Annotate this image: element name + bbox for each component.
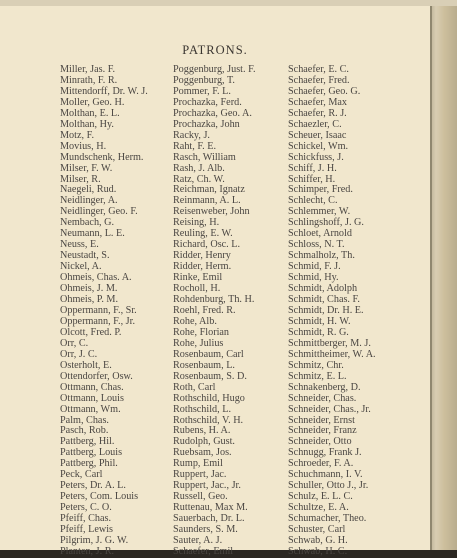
patron-name: Rohe, Julius	[173, 337, 224, 349]
patron-name: Ratz, Ch. W.	[173, 173, 225, 185]
patron-name: Minrath, F. R.	[60, 74, 118, 86]
patron-name: Schaefer, Fred.	[288, 74, 350, 86]
patron-name: Schickel, Wm.	[288, 140, 349, 152]
patron-name: Milser, R.	[60, 173, 101, 185]
patron-name: Schumacher, Theo.	[288, 513, 367, 525]
patron-name: Schneider, Franz	[288, 425, 357, 437]
patron-name: Molthan, E. L.	[60, 107, 120, 119]
patron-name: Prochazka, Geo. A.	[173, 107, 252, 119]
patron-name: Schmidt, H. W.	[288, 315, 351, 327]
patron-name: Richard, Osc. L.	[173, 239, 241, 251]
patron-name: Peters, C. O.	[60, 502, 112, 514]
patron-name: Neumann, L. E.	[60, 228, 125, 240]
patron-name: Ohmeis, J. M.	[60, 283, 118, 295]
patron-name: Pattberg, Louis	[60, 447, 123, 459]
patron-name: Oppermann, F., Jr.	[60, 315, 136, 327]
patron-name: Rosenbaum, Carl	[173, 348, 244, 360]
patron-name: Neuss, E.	[60, 239, 99, 251]
patron-name: Schlemmer, W.	[288, 206, 351, 218]
patron-name: Reising, H.	[173, 217, 220, 229]
page-gutter-line	[430, 6, 432, 550]
patron-name: Schneider, Chas., Jr.	[288, 403, 371, 415]
patron-name: Schaefer, Emil	[173, 545, 234, 557]
patron-name: Poggenburg, Just. F.	[173, 64, 256, 75]
patron-name: Prochazka, Ferd.	[173, 96, 242, 108]
patron-name: Peck, Carl	[60, 469, 103, 481]
patron-name: Schimper, Fred.	[288, 184, 353, 196]
patron-name: Pattberg, Hil.	[60, 436, 115, 448]
patron-name: Ohmeis, Chas. A.	[60, 272, 132, 284]
patron-name: Schneider, Chas.	[288, 392, 357, 404]
patron-name: Schmidt, Chas. F.	[288, 294, 360, 306]
patron-name: Schmid, Hy.	[288, 272, 339, 284]
patron-name: Schroeder, F. A.	[288, 458, 354, 470]
patron-column-1	[60, 65, 148, 558]
patron-name: Russell, Geo.	[173, 491, 228, 503]
patron-name: Schmid, F. J.	[288, 261, 341, 273]
patron-name: Schaefer, Max	[288, 96, 347, 108]
patron-name: Sauerbach, Dr. L.	[173, 513, 245, 525]
patron-name: Oppermann, F., Sr.	[60, 304, 137, 316]
patron-name: Movius, H.	[60, 140, 107, 152]
patron-name: Sauter, A. J.	[173, 534, 223, 546]
patron-name: Rothschild, L.	[173, 403, 232, 415]
patron-name: Schuchmann, I. V.	[288, 469, 363, 481]
patron-name: Schaefer, Geo. G.	[288, 85, 361, 97]
book-spine-edge	[430, 6, 457, 550]
patron-name: Schaefer, E. C.	[288, 64, 349, 75]
patron-name: Orr, C.	[60, 337, 89, 349]
patron-column-3	[288, 65, 376, 558]
patron-name: Neustadt, S.	[60, 250, 110, 262]
patron-name: Nickel, A.	[60, 261, 102, 273]
patron-name: Naegeli, Rud.	[60, 184, 117, 196]
patron-name: Miller, Jas. F.	[60, 64, 116, 75]
patron-name: Pommer, F. L.	[173, 85, 231, 97]
patron-name: Ottmann, Wm.	[60, 403, 121, 415]
patron-name: Ottmann, Chas.	[60, 381, 124, 393]
patron-name: Rump, Emil	[173, 458, 223, 470]
page-title: PATRONS.	[182, 43, 248, 57]
patron-name: Prochazka, John	[173, 118, 240, 130]
patron-name: Schmitz, Chr.	[288, 359, 344, 371]
patron-name: Pfeiff, Lewis	[60, 524, 114, 536]
patron-name: Osterholt, E.	[60, 359, 112, 371]
patron-name: Ruebsam, Jos.	[173, 447, 232, 459]
patron-name: Rohe, Florian	[173, 326, 230, 338]
patron-name: Rosenbaum, L.	[173, 359, 235, 371]
patron-name: Schmidt, R. G.	[288, 326, 349, 338]
patron-name: Orr, J. C.	[60, 348, 98, 360]
patron-name: Rothschild, Hugo	[173, 392, 245, 404]
patron-name: Schneider, Otto	[288, 436, 352, 448]
patron-name: Ohmeis, P. M.	[60, 294, 119, 306]
patron-name: Racky, J.	[173, 129, 210, 141]
patron-name: Rasch, William	[173, 151, 236, 163]
patron-name: Peters, Com. Louis	[60, 491, 139, 503]
patron-name: Schloss, N. T.	[288, 239, 345, 251]
patron-name: Ruttenau, Max M.	[173, 502, 248, 514]
patron-name: Schmittberger, M. J.	[288, 337, 371, 349]
patron-name: Rocholl, H.	[173, 283, 221, 295]
patron-name: Schwab, G. H.	[288, 534, 348, 546]
patron-name: Rosenbaum, S. D.	[173, 370, 247, 382]
patron-name: Molthan, Hy.	[60, 118, 114, 130]
patron-name: Schiffer, H.	[288, 173, 336, 185]
patron-name: Pfeiff, Chas.	[60, 513, 112, 525]
patron-name: Ridder, Henry	[173, 250, 231, 262]
patron-name: Schmitz, E. L.	[288, 370, 347, 382]
patron-name: Schickfuss, J.	[288, 151, 344, 163]
patron-name: Rudolph, Gust.	[173, 436, 235, 448]
patron-name: Schnugg, Frank J.	[288, 447, 362, 459]
patron-name: Planten, J. R.	[60, 545, 115, 557]
patron-name: Schmidt, Dr. H. E.	[288, 304, 364, 316]
patron-name: Schuster, Carl	[288, 524, 346, 536]
patron-name: Rash, J. Alb.	[173, 162, 225, 174]
patron-name: Milser, F. W.	[60, 162, 113, 174]
patron-name: Pattberg, Phil.	[60, 458, 118, 470]
patron-name: Neidlinger, Geo. F.	[60, 206, 138, 218]
patron-name: Mittendorff, Dr. W. J.	[60, 85, 148, 97]
patron-name: Ottendorfer, Osw.	[60, 370, 133, 382]
patron-name: Schmidt, Adolph	[288, 283, 358, 295]
patron-name: Saunders, S. M.	[173, 524, 238, 536]
patron-name: Moller, Geo. H.	[60, 96, 125, 108]
patron-name: Schlingshoff, J. G.	[288, 217, 364, 229]
patron-name: Palm, Chas.	[60, 414, 109, 426]
patron-name: Reisenweber, John	[173, 206, 250, 218]
patron-name: Reuling, E. W.	[173, 228, 233, 240]
patron-name: Schnakenberg, D.	[288, 381, 361, 393]
patron-name: Rothschild, V. H.	[173, 414, 244, 426]
patron-name: Schaefer, R. J.	[288, 107, 347, 119]
patron-name: Schmalholz, Th.	[288, 250, 355, 262]
patron-name: Schmittheimer, W. A.	[288, 348, 376, 360]
patron-name: Ruppert, Jac., Jr.	[173, 480, 241, 492]
patron-name: Roth, Carl	[173, 381, 216, 393]
patron-name: Pilgrim, J. G. W.	[60, 534, 129, 546]
patron-name: Roehl, Fred. R.	[173, 304, 236, 316]
patron-name: Schloet, Arnold	[288, 228, 352, 240]
patron-name: Ridder, Herm.	[173, 261, 232, 273]
patron-name: Ottmann, Louis	[60, 392, 124, 404]
patron-name: Reichman, Ignatz	[173, 184, 245, 196]
patron-name: Nembach, G.	[60, 217, 115, 229]
patron-name: Schwab, H. C.	[288, 545, 348, 557]
patron-name: Rinke, Emil	[173, 272, 223, 284]
patron-name: Peters, Dr. A. L.	[60, 480, 126, 492]
patron-name: Schulz, E. L. C.	[288, 491, 353, 503]
patron-column-2	[173, 65, 256, 558]
patron-name: Pasch, Rob.	[60, 425, 109, 437]
patron-name: Scheuer, Isaac	[288, 129, 347, 141]
patron-name: Olcott, Fred. P.	[60, 326, 122, 338]
patron-name: Neidlinger, A.	[60, 195, 118, 207]
patron-name: Raht, F. E.	[173, 140, 217, 152]
patron-name: Reinmann, A. L.	[173, 195, 241, 207]
patron-name: Rubens, H. A.	[173, 425, 231, 437]
patron-name: Poggenburg, T.	[173, 74, 235, 86]
patron-name: Schaezler, C.	[288, 118, 342, 130]
patron-name: Ruppert, Jac.	[173, 469, 227, 481]
patron-name: Rohdenburg, Th. H.	[173, 294, 255, 306]
patron-name: Rohe, Alb.	[173, 315, 217, 327]
patron-name: Schultze, E. A.	[288, 502, 349, 514]
patron-name: Mundschenk, Herm.	[60, 151, 144, 163]
patron-name: Schuller, Otto J., Jr.	[288, 480, 369, 492]
patron-name: Schlecht, C.	[288, 195, 338, 207]
page-top-edge	[0, 0, 457, 6]
patron-name: Schiff, J. H.	[288, 162, 337, 174]
patron-name: Schneider, Ernst	[288, 414, 355, 426]
patron-name: Motz, F.	[60, 129, 94, 141]
